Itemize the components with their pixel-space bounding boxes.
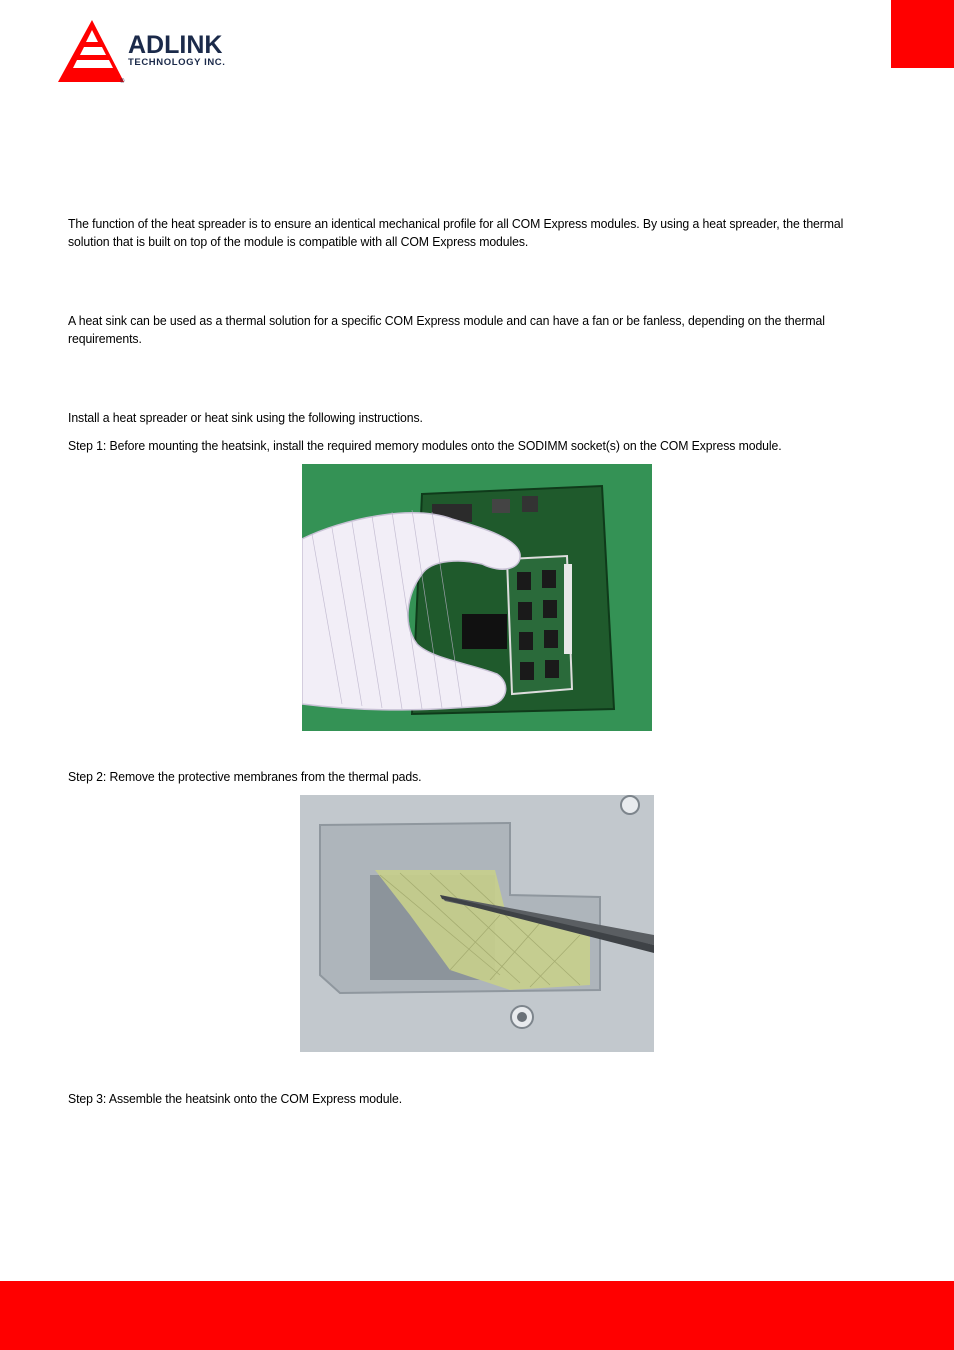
step-3-text: Step 3: Assemble the heatsink onto the COM Express module. (68, 1091, 403, 1106)
heat-sink-paragraph: A heat sink can be used as a thermal solution for a specific COM Express module and can have a fan or be fanless, depending on the thermal requirements. (68, 313, 825, 346)
install-intro-text: Install a heat spreader or heat sink using the following instructions. (68, 410, 423, 425)
logo-wordmark: ADLINK (128, 31, 223, 59)
logo-triangle-icon (58, 20, 268, 86)
heat-spreader-paragraph: The function of the heat spreader is to ensure an identical mechanical profile for all COM Express modules. By using a heat spreader, the thermal solution that is built on top of the module is compatible with all COM Express modules. (68, 216, 844, 249)
footer-bar (0, 1281, 954, 1350)
page-corner-tab (891, 0, 954, 68)
thermal-pad-photo (300, 795, 654, 1052)
step-2-text: Step 2: Remove the protective membranes from the thermal pads. (68, 769, 422, 784)
logo-subtext: TECHNOLOGY INC. (128, 57, 226, 68)
step-1-text: Step 1: Before mounting the heatsink, install the required memory modules onto the SODIMM socket(s) on the COM Express module. (68, 438, 782, 453)
sodimm-install-photo (302, 464, 652, 731)
logo-reg-mark: ® (120, 79, 125, 85)
adlink-logo (58, 20, 268, 86)
